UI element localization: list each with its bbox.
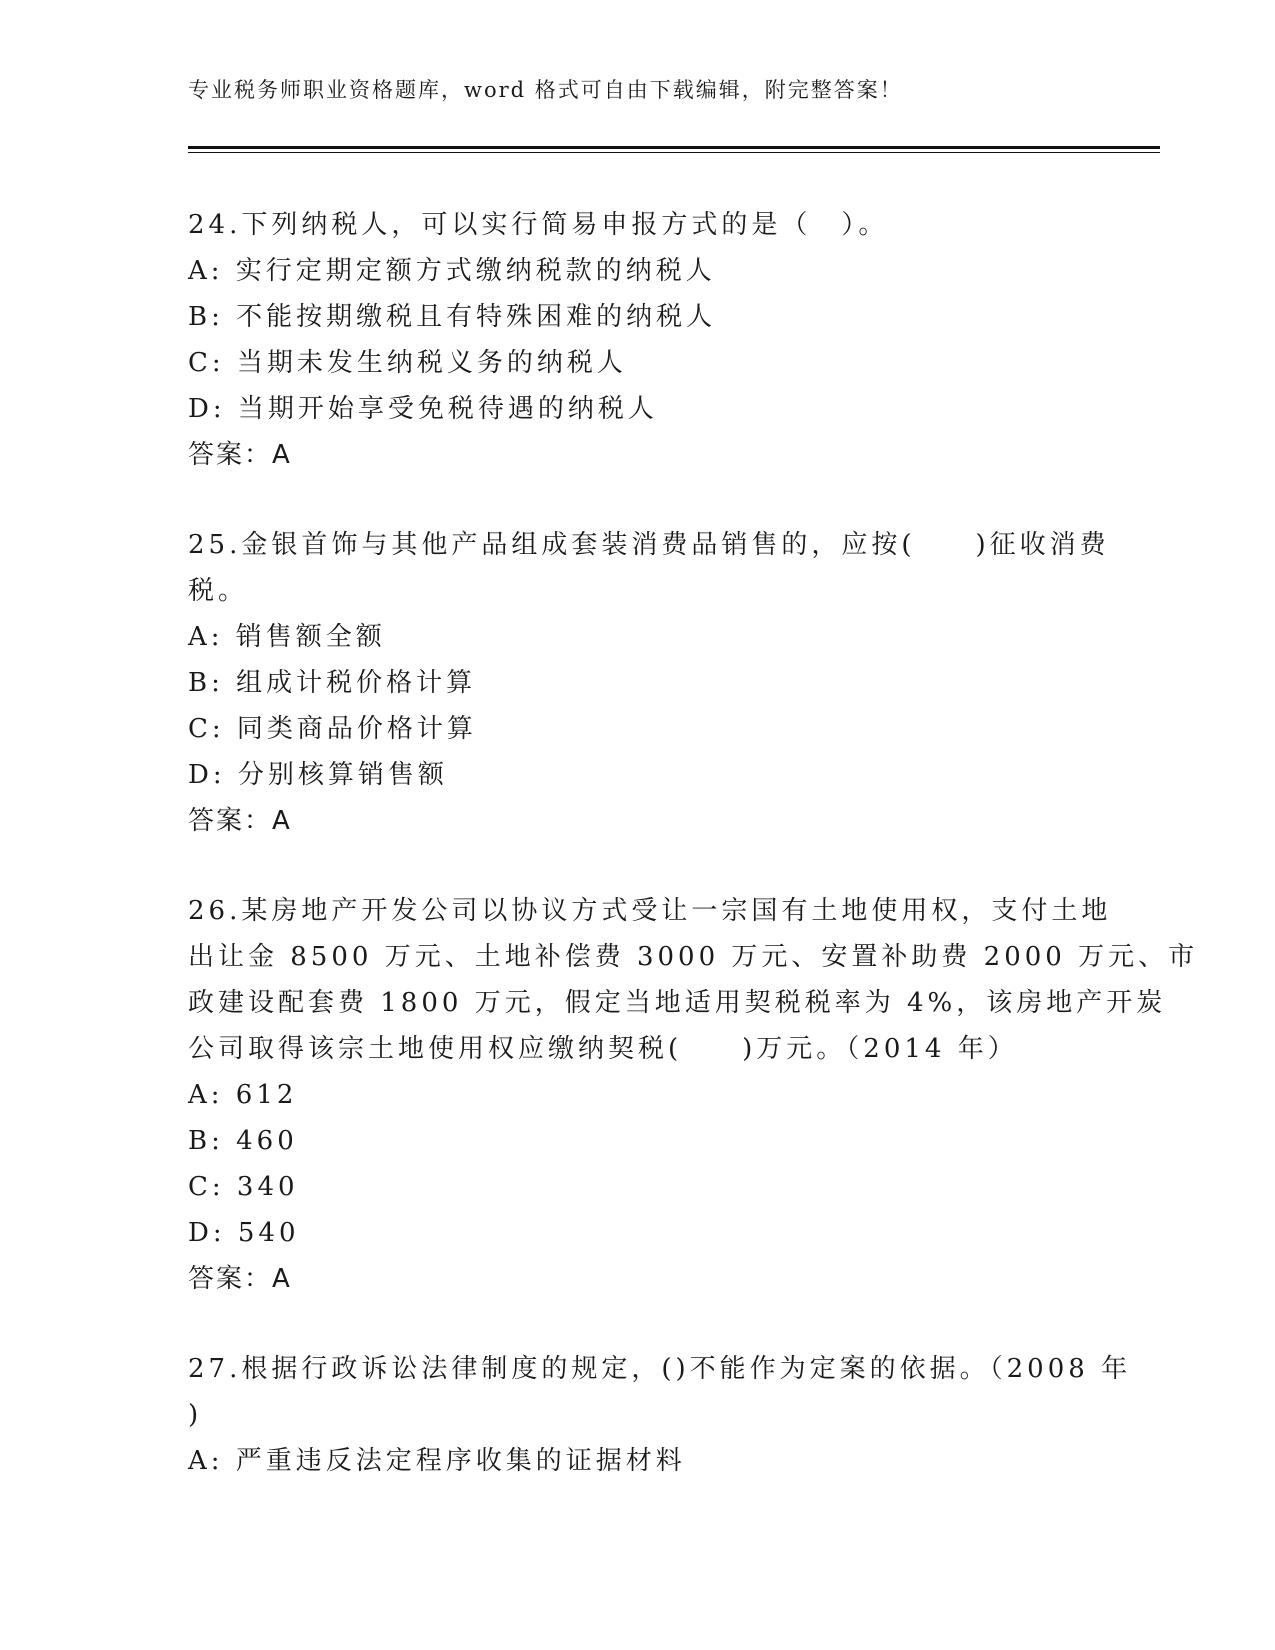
question-26 <box>188 888 1199 1302</box>
header-divider-thin <box>188 152 1160 153</box>
option-b: B: 460 <box>188 1126 298 1156</box>
option-b: B: 不能按期缴税且有特殊困难的纳税人 <box>188 302 717 332</box>
question-24 <box>188 202 1088 478</box>
question-27 <box>188 1346 1132 1484</box>
answer-line: 答案：A <box>188 440 292 470</box>
stem-line: 公司取得该宗土地使用权应缴纳契税( )万元。（2014 年） <box>188 1034 1018 1064</box>
stem-line: 26.某房地产开发公司以协议方式受让一宗国有土地使用权，支付土地 <box>188 896 1112 926</box>
stem-line: 25.金银首饰与其他产品组成套装消费品销售的，应按( )征收消费 <box>188 530 1110 560</box>
page-header: 专业税务师职业资格题库，word 格式可自由下载编辑，附完整答案！ <box>188 78 903 102</box>
option-a: A: 严重违反法定程序收集的证据材料 <box>188 1446 686 1476</box>
option-d: D: 分别核算销售额 <box>188 760 448 790</box>
question-stem <box>188 1346 1132 1438</box>
stem-line: 27.根据行政诉讼法律制度的规定，()不能作为定案的依据。（2008 年 <box>188 1354 1132 1384</box>
question-stem <box>188 202 1088 248</box>
option-d: D: 当期开始享受免税待遇的纳税人 <box>188 394 658 424</box>
header-divider-thick <box>188 146 1160 149</box>
option-a: A: 实行定期定额方式缴纳税款的纳税人 <box>188 256 716 286</box>
option-c: C: 340 <box>188 1172 299 1202</box>
stem-line: ) <box>188 1400 203 1430</box>
answer-line: 答案：A <box>188 1264 292 1294</box>
question-stem <box>188 888 1199 1072</box>
option-d: D: 540 <box>188 1218 300 1248</box>
option-a: A: 612 <box>188 1080 298 1110</box>
option-b: B: 组成计税价格计算 <box>188 668 477 698</box>
option-c: C: 当期未发生纳税义务的纳税人 <box>188 348 627 378</box>
option-a: A: 销售额全额 <box>188 622 386 652</box>
stem-line: 税。 <box>188 576 249 606</box>
question-25 <box>188 522 1110 844</box>
answer-line: 答案：A <box>188 806 292 836</box>
stem-line: 出让金 8500 万元、土地补偿费 3000 万元、安置补助费 2000 万元、市 <box>188 942 1199 972</box>
question-list <box>188 202 1199 1528</box>
question-stem <box>188 522 1110 614</box>
stem-line: 政建设配套费 1800 万元，假定当地适用契税税率为 4%，该房地产开炭 <box>188 988 1167 1018</box>
option-c: C: 同类商品价格计算 <box>188 714 477 744</box>
stem-line: 24.下列纳税人，可以实行简易申报方式的是（ ）。 <box>188 210 889 240</box>
